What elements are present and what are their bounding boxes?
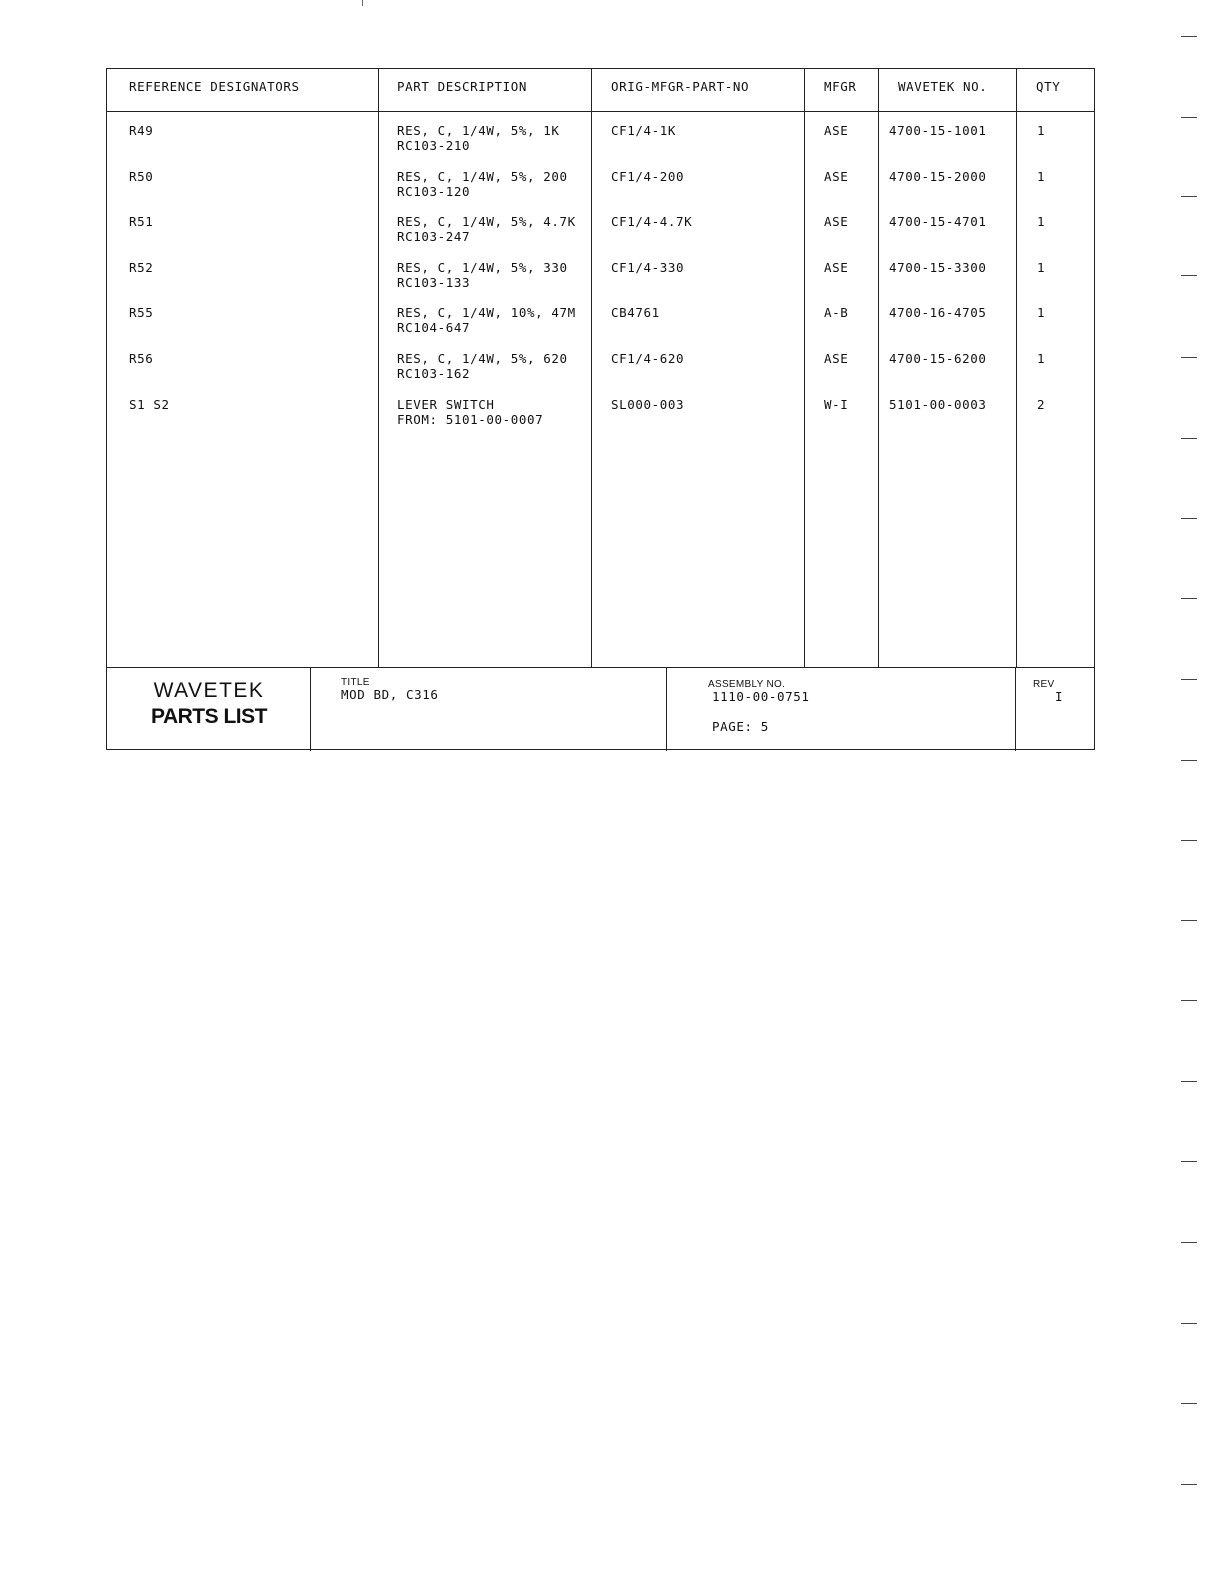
title-value: MOD BD, C316	[341, 687, 439, 702]
rev-label: REV	[1033, 679, 1055, 690]
binder-tick	[1181, 1484, 1197, 1485]
binder-tick	[1181, 1161, 1197, 1162]
parts-table-body	[107, 123, 1094, 442]
cell-description	[397, 260, 568, 290]
cell-mfgr: ASE	[824, 214, 849, 230]
cell-mfgr: ASE	[824, 259, 849, 275]
description-line: RC103-133	[397, 274, 471, 290]
description-line: RC103-210	[397, 138, 471, 153]
cell-qty: 1	[1037, 259, 1046, 275]
cell-orig-part: CF1/4-1K	[611, 123, 677, 138]
page-edge-mark	[362, 0, 366, 6]
cell-wavetek-no: 4700-16-4705	[889, 305, 987, 321]
cell-description	[397, 123, 560, 153]
header-orig-mfgr-part-no: ORIG-MFGR-PART-NO	[611, 79, 750, 94]
cell-qty: 1	[1037, 305, 1046, 321]
page-number: PAGE: 5	[712, 719, 769, 734]
header-divider	[107, 111, 1094, 112]
cell-description	[397, 305, 576, 335]
cell-mfgr: W-I	[824, 396, 849, 412]
title-label: TITLE	[341, 677, 370, 688]
cell-orig-part: CB4761	[611, 305, 660, 321]
binder-tick	[1181, 438, 1197, 439]
parts-list-form	[106, 68, 1095, 750]
rev-value: I	[1055, 689, 1064, 704]
cell-orig-part: CF1/4-4.7K	[611, 214, 693, 230]
cell-wavetek-no: 4700-15-1001	[889, 123, 987, 138]
cell-ref: R51	[129, 214, 154, 230]
cell-qty: 1	[1037, 214, 1046, 230]
description-line: RC104-647	[397, 320, 471, 336]
description-line: FROM: 5101-00-0007	[397, 411, 544, 427]
brand-logo-text: WAVETEK	[153, 679, 265, 702]
binder-tick	[1181, 1000, 1197, 1001]
cell-wavetek-no: 5101-00-0003	[889, 396, 987, 412]
binder-tick	[1181, 1403, 1197, 1404]
header-mfgr: MFGR	[824, 79, 857, 94]
footer-divider	[107, 667, 1094, 668]
cell-qty: 1	[1037, 123, 1046, 138]
cell-description	[397, 351, 568, 381]
assembly-label: ASSEMBLY NO.	[708, 679, 786, 690]
binder-tick	[1181, 1081, 1197, 1082]
description-line: RES, C, 1/4W, 5%, 200	[397, 168, 568, 184]
cell-ref: R49	[129, 123, 154, 138]
description-line: RC103-120	[397, 183, 471, 199]
cell-wavetek-no: 4700-15-3300	[889, 259, 987, 275]
cell-ref: R55	[129, 305, 154, 321]
wavetek-logo	[139, 679, 279, 729]
cell-ref: R50	[129, 168, 154, 184]
cell-description	[397, 169, 568, 199]
parts-list-label: PARTS LIST	[151, 705, 267, 728]
description-line: LEVER SWITCH	[397, 396, 495, 412]
binder-tick	[1181, 357, 1197, 358]
binder-tick	[1181, 598, 1197, 599]
description-line: RC103-162	[397, 365, 471, 381]
description-line: RES, C, 1/4W, 5%, 4.7K	[397, 214, 576, 230]
cell-mfgr: ASE	[824, 350, 849, 366]
header-part-description: PART DESCRIPTION	[397, 79, 528, 94]
description-line: RES, C, 1/4W, 10%, 47M	[397, 305, 576, 321]
binder-tick	[1181, 36, 1197, 37]
header-qty: QTY	[1036, 79, 1061, 94]
cell-orig-part: CF1/4-200	[611, 168, 685, 184]
table-row	[107, 169, 1094, 215]
footer-divider-brand	[310, 667, 311, 751]
table-row	[107, 305, 1094, 351]
cell-ref: R56	[129, 350, 154, 366]
cell-qty: 2	[1037, 396, 1046, 412]
assembly-value: 1110-00-0751	[712, 689, 810, 704]
binder-tick	[1181, 760, 1197, 761]
footer-divider-title	[666, 667, 667, 751]
cell-mfgr: ASE	[824, 123, 849, 138]
header-reference-designators: REFERENCE DESIGNATORS	[129, 79, 300, 94]
header-wavetek-no: WAVETEK NO.	[898, 79, 988, 94]
binder-tick	[1181, 679, 1197, 680]
binder-tick	[1181, 518, 1197, 519]
description-line: RES, C, 1/4W, 5%, 1K	[397, 123, 560, 138]
table-row	[107, 214, 1094, 260]
cell-ref: R52	[129, 259, 154, 275]
table-row	[107, 397, 1094, 443]
binder-tick	[1181, 840, 1197, 841]
cell-orig-part: CF1/4-620	[611, 350, 685, 366]
cell-wavetek-no: 4700-15-6200	[889, 350, 987, 366]
binder-tick	[1181, 1242, 1197, 1243]
cell-description	[397, 214, 576, 244]
binder-tick	[1181, 196, 1197, 197]
description-line: RES, C, 1/4W, 5%, 620	[397, 350, 568, 366]
cell-description	[397, 397, 543, 427]
cell-wavetek-no: 4700-15-4701	[889, 214, 987, 230]
binder-tick	[1181, 275, 1197, 276]
cell-orig-part: SL000-003	[611, 396, 685, 412]
description-line: RES, C, 1/4W, 5%, 330	[397, 259, 568, 275]
table-row	[107, 260, 1094, 306]
cell-ref: S1 S2	[129, 396, 170, 412]
binder-tick	[1181, 920, 1197, 921]
cell-mfgr: A-B	[824, 305, 849, 321]
cell-qty: 1	[1037, 350, 1046, 366]
binder-tick	[1181, 1323, 1197, 1324]
table-row	[107, 123, 1094, 169]
description-line: RC103-247	[397, 229, 471, 245]
footer-divider-assembly	[1015, 667, 1016, 751]
cell-wavetek-no: 4700-15-2000	[889, 168, 987, 184]
cell-mfgr: ASE	[824, 168, 849, 184]
binder-tick	[1181, 117, 1197, 118]
table-row	[107, 351, 1094, 397]
cell-qty: 1	[1037, 168, 1046, 184]
cell-orig-part: CF1/4-330	[611, 259, 685, 275]
